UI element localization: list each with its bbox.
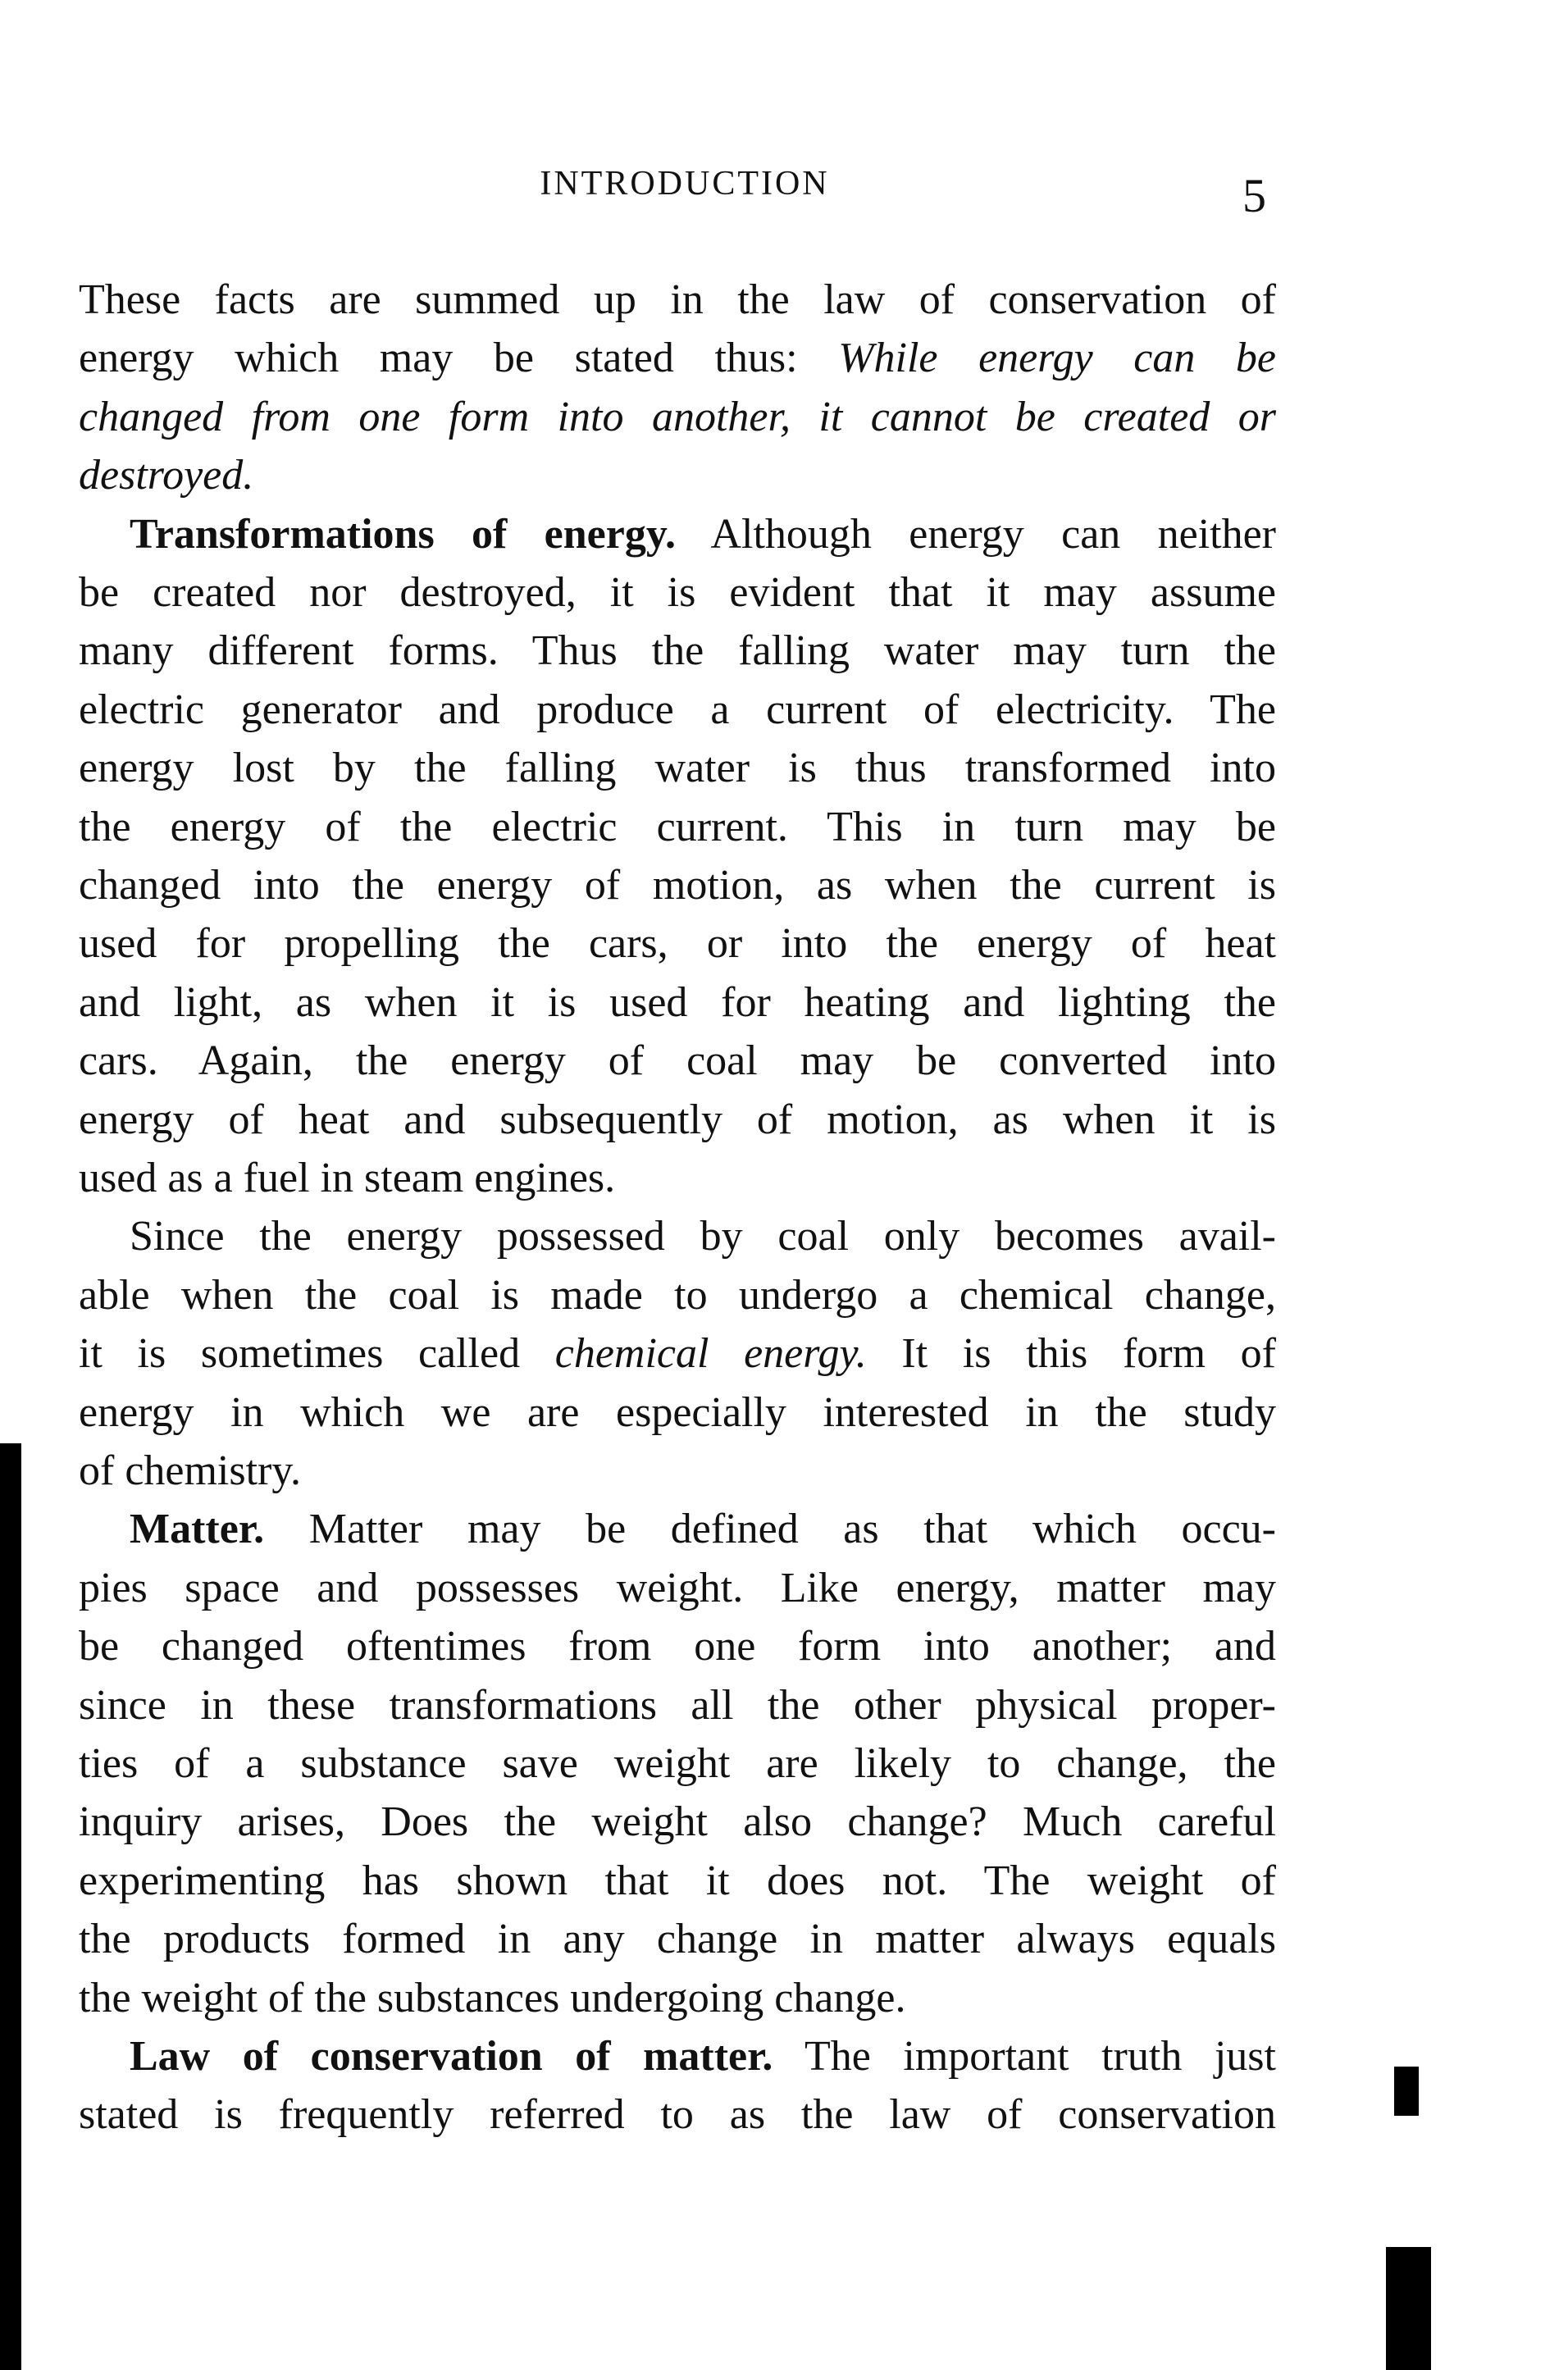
text-line [79, 1734, 1276, 1793]
text-line [79, 856, 1276, 914]
text-segment: electric generator and produce a current of electricity. The [79, 686, 1276, 733]
text-line [130, 2027, 1276, 2085]
text-line [79, 1617, 1276, 1675]
scan-speck [1394, 2067, 1419, 2116]
section-heading: Matter. [130, 1506, 265, 1553]
text-line [79, 446, 1276, 504]
text-line [79, 563, 1276, 622]
text-line [79, 388, 1276, 446]
text-segment: since in these transformations all the other physical proper- [79, 1681, 1276, 1729]
text-segment: Although energy can neither [675, 510, 1276, 558]
emphasis-text: destroyed. [79, 452, 254, 499]
emphasis-text: chemical energy. [554, 1330, 867, 1378]
page-number: 5 [1242, 169, 1266, 222]
text-segment: be created nor destroyed, it is evident that it may assume [79, 569, 1276, 616]
text-line [79, 1383, 1276, 1442]
text-segment: energy in which we are especially interested in the study [79, 1388, 1276, 1436]
text-line [79, 1091, 1276, 1149]
text-segment: energy which may be stated thus: [79, 335, 839, 382]
text-line [79, 1266, 1276, 1324]
text-segment: stated is frequently referred to as the law of conservation [79, 2091, 1276, 2139]
text-segment: and light, as when it is used for heating and lighting the [79, 978, 1276, 1026]
text-line [130, 1500, 1276, 1558]
text-line [79, 973, 1276, 1032]
text-segment: the products formed in any change in matter always equals [79, 1916, 1276, 1963]
text-line [79, 329, 1276, 387]
scan-speck [1386, 2247, 1431, 2370]
text-segment: Matter may be defined as that which occu- [264, 1506, 1276, 1553]
text-segment: changed into the energy of motion, as when the current is [79, 862, 1276, 909]
emphasis-text: changed from one form into another, it cannot be created or [79, 393, 1276, 440]
text-segment: ties of a substance save weight are likely to change, the [79, 1740, 1276, 1787]
text-line [79, 1852, 1276, 1910]
text-line [79, 1910, 1276, 1968]
text-segment: energy lost by the falling water is thus transformed into [79, 745, 1276, 792]
text-segment: used as a fuel in steam engines. [79, 1155, 616, 1201]
text-line [130, 1207, 1276, 1265]
running-head: INTRODUCTION [540, 165, 830, 203]
text-line [79, 1793, 1276, 1851]
text-segment: Since the energy possessed by coal only becomes avail- [130, 1213, 1276, 1260]
text-segment: inquiry arises, Does the weight also change? Much careful [79, 1798, 1276, 1846]
text-line [79, 1559, 1276, 1617]
text-line [79, 271, 1276, 329]
text-line [79, 739, 1276, 797]
text-line [79, 681, 1276, 739]
text-segment: it is sometimes called [79, 1330, 555, 1378]
text-segment: pies space and possesses weight. Like energy, matter may [79, 1564, 1276, 1611]
text-segment: many different forms. Thus the falling water may turn the [79, 627, 1276, 675]
text-segment: the weight of the substances undergoing change. [79, 1974, 906, 2021]
text-segment: used for propelling the cars, or into the energy of heat [79, 920, 1276, 968]
text-line [79, 1676, 1276, 1734]
text-segment: experimenting has shown that it does not. The weight of [79, 1857, 1276, 1904]
section-heading: Law of conservation of matter. [130, 2033, 773, 2080]
text-segment: energy of heat and subsequently of motion, as when it is [79, 1096, 1276, 1143]
text-segment: These facts are summed up in the law of conservation of [79, 276, 1276, 323]
emphasis-text: While energy can be [838, 335, 1276, 382]
text-line [79, 1969, 1276, 2027]
text-segment: the energy of the electric current. This in turn may be [79, 803, 1276, 850]
text-segment: be changed oftentimes from one form into another; and [79, 1623, 1276, 1670]
text-segment: cars. Again, the energy of coal may be converted into [79, 1037, 1276, 1085]
text-line [79, 1149, 1276, 1207]
text-line [79, 622, 1276, 680]
text-line [79, 1442, 1276, 1500]
text-line [79, 1032, 1276, 1090]
section-heading: Transformations of energy. [130, 510, 676, 558]
text-line [79, 2085, 1276, 2144]
text-line [79, 914, 1276, 973]
scan-edge-shadow [0, 1443, 21, 2370]
text-line [79, 1324, 1276, 1383]
text-segment: of chemistry. [79, 1447, 301, 1494]
text-line [79, 798, 1276, 856]
text-line [130, 505, 1276, 563]
text-segment: The important truth just [773, 2033, 1276, 2080]
text-segment: able when the coal is made to undergo a chemical change, [79, 1271, 1276, 1319]
text-segment: It is this form of [866, 1330, 1276, 1378]
